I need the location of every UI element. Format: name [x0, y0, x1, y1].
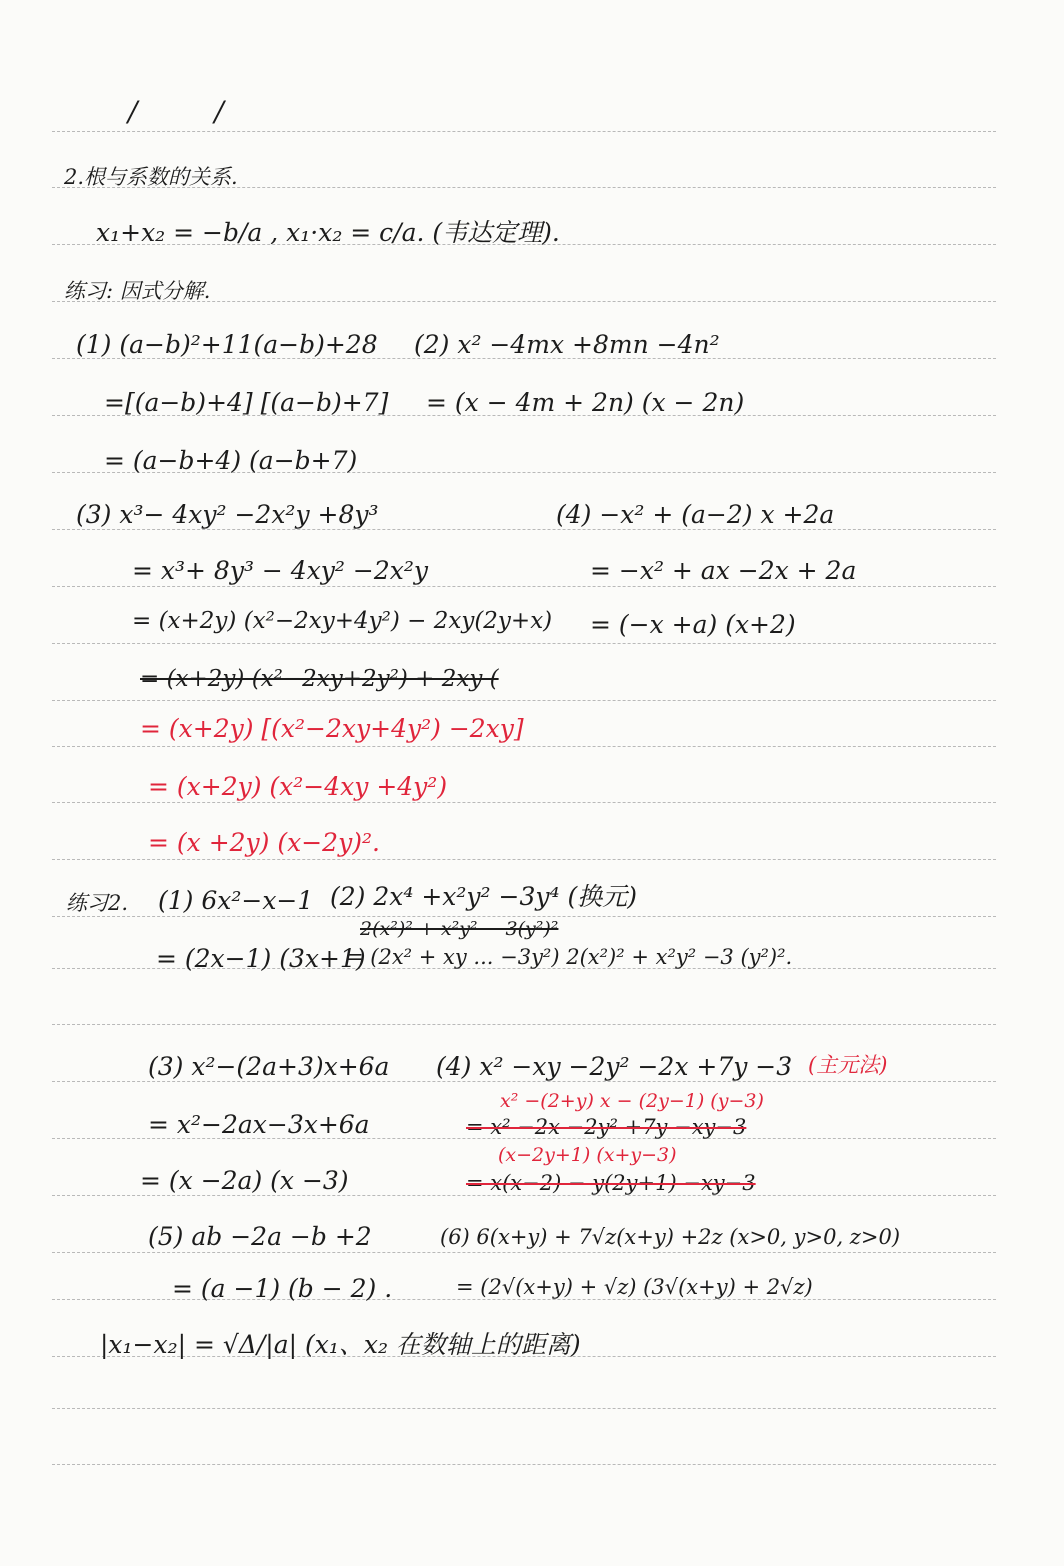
problem-3-struck-step: = (x+2y) (x²−2xy+2y²) + 2xy (: [140, 666, 499, 692]
problem-3-correction: = (x+2y) (x²−4xy +4y²): [148, 772, 448, 801]
problem-1-step: = (a−b+4) (a−b+7): [104, 446, 358, 475]
distance-formula: |x₁−x₂| = √Δ/|a| (x₁、x₂ 在数轴上的距离): [100, 1330, 581, 1359]
vieta-formula: x₁+x₂ = −b/a , x₁·x₂ = c/a. (韦达定理).: [96, 218, 560, 247]
practice-2-q4: (4) x² −xy −2y² −2x +7y −3: [436, 1052, 793, 1081]
ruled-line: [52, 802, 996, 803]
ruled-line: [52, 700, 996, 701]
practice-2-q3-step: = x²−2ax−3x+6a: [148, 1110, 370, 1139]
ruled-line: [52, 859, 996, 860]
ruled-line: [52, 1024, 996, 1025]
practice-2-q2-step: = (2x² + xy ... −3y²) 2(x²)² + x²y² −3 (y²)².: [346, 945, 793, 969]
problem-1-step: =[(a−b)+4] [(a−b)+7]: [104, 388, 389, 417]
problem-3-step: = (x+2y) (x²−2xy+4y²) − 2xy(2y+x): [132, 608, 553, 634]
practice-2-q6-step: = (2√(x+y) + √z) (3√(x+y) + 2√z): [456, 1275, 813, 1299]
problem-3-question: (3) x³− 4xy² −2x²y +8y³: [76, 500, 379, 529]
problem-4-step: = (−x +a) (x+2): [590, 610, 796, 639]
practice-2-q2: (2) 2x⁴ +x²y² −3y⁴ (换元): [330, 882, 637, 911]
ruled-line: [52, 586, 996, 587]
problem-4-step: = −x² + ax −2x + 2a: [590, 556, 857, 585]
ruled-line: [52, 643, 996, 644]
practice-2-q3: (3) x²−(2a+3)x+6a: [148, 1052, 390, 1081]
practice-2-q4-correction: x² −(2+y) x − (2y−1) (y−3): [500, 1090, 764, 1112]
practice-2-q4-method-note: (主元法): [808, 1053, 888, 1077]
practice-2-q4-struck-step: = x² −2x −2y² +7y −xy−3: [466, 1115, 747, 1139]
ruled-line: [52, 131, 996, 132]
practice-2-q5: (5) ab −2a −b +2: [148, 1222, 372, 1251]
problem-2-question: (2) x² −4mx +8mn −4n²: [414, 330, 720, 359]
practice-2-q4-struck-step: = x(x−2) − y(2y+1) −xy−3: [466, 1171, 756, 1195]
ruled-line: [52, 1408, 996, 1409]
practice-2-q2-struck: 2(x²)² + x²y² − 3(y²)²: [360, 918, 559, 940]
top-marks: / /: [128, 95, 258, 128]
practice-2-q4-correction: (x−2y+1) (x+y−3): [498, 1144, 677, 1166]
problem-1-question: (1) (a−b)²+11(a−b)+28: [76, 330, 378, 359]
practice-2-q5-step: = (a −1) (b − 2) .: [172, 1274, 393, 1303]
practice-2-q1-step: = (2x−1) (3x+1): [156, 944, 366, 973]
ruled-line: [52, 1252, 996, 1253]
practice-2-q1: (1) 6x²−x−1: [158, 886, 314, 915]
ruled-line: [52, 1464, 996, 1465]
section-heading: 2.根与系数的关系.: [64, 165, 238, 189]
problem-4-question: (4) −x² + (a−2) x +2a: [556, 500, 835, 529]
practice-2-label: 练习2.: [66, 891, 129, 915]
problem-3-step: = x³+ 8y³ − 4xy² −2x²y: [132, 556, 428, 585]
practice-label: 练习: 因式分解.: [64, 279, 211, 303]
ruled-line: [52, 746, 996, 747]
practice-2-q6: (6) 6(x+y) + 7√z(x+y) +2z (x>0, y>0, z>0): [440, 1225, 901, 1249]
problem-3-correction: = (x +2y) (x−2y)².: [148, 828, 380, 857]
problem-3-correction: = (x+2y) [(x²−2xy+4y²) −2xy]: [140, 714, 524, 743]
practice-2-q3-step: = (x −2a) (x −3): [140, 1166, 349, 1195]
problem-2-step: = (x − 4m + 2n) (x − 2n): [426, 388, 745, 417]
